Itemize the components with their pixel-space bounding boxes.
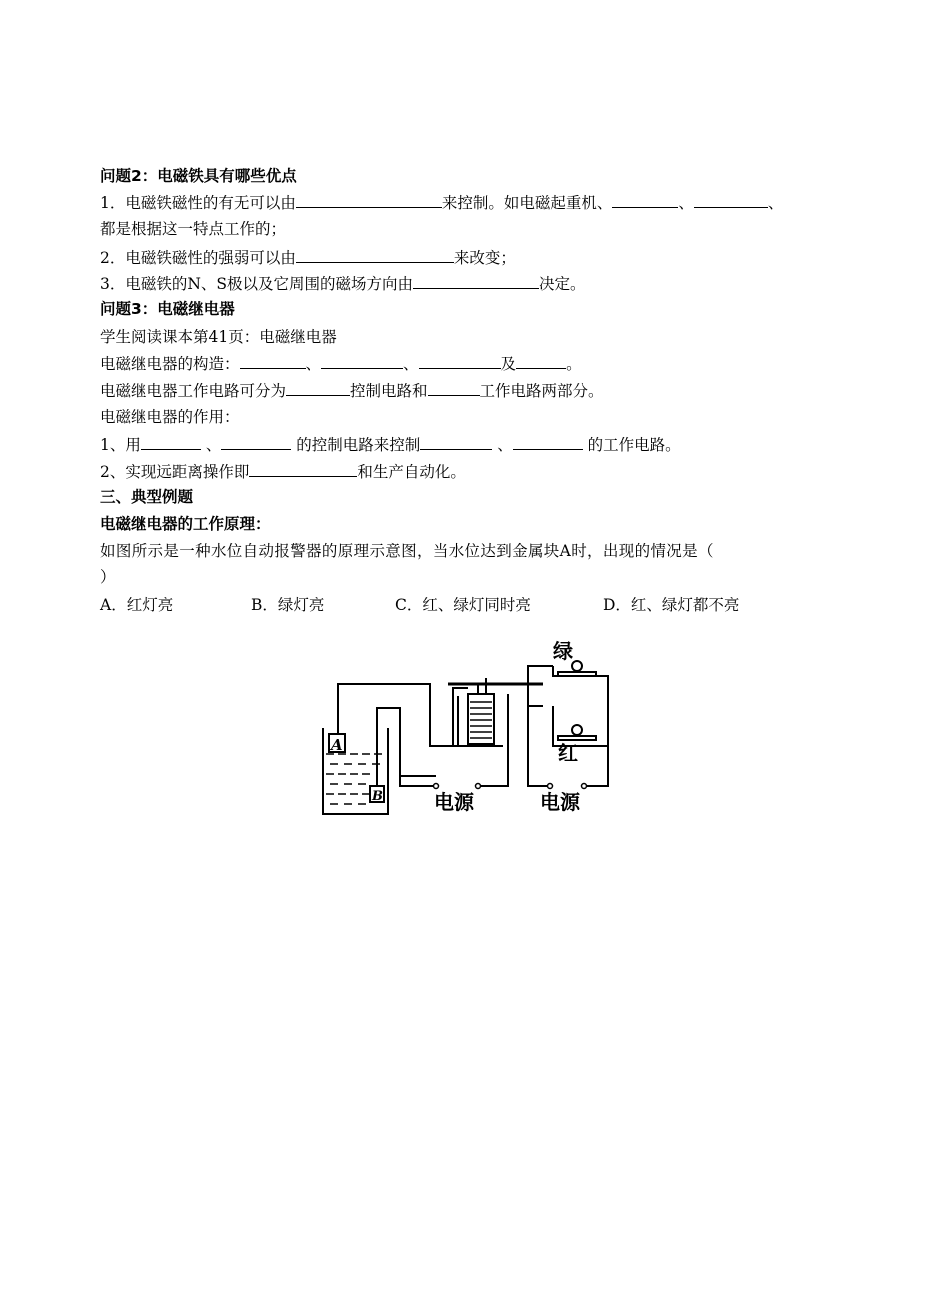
q3-circuit-text3: 工作电路两部分。: [479, 382, 604, 400]
blank[interactable]: [296, 244, 454, 263]
blank[interactable]: [240, 350, 306, 369]
label-green: 绿: [553, 639, 573, 663]
sep: 、: [205, 436, 222, 454]
water-level-alarm-diagram: [318, 636, 618, 821]
example-title: 三、典型例题: [100, 488, 194, 506]
blank[interactable]: [141, 431, 201, 450]
q2-item-1: [100, 189, 783, 216]
q2-item-2-text2: 来改变；: [453, 249, 516, 267]
f1-text3: 的工作电路。: [587, 436, 681, 454]
q3-circuit: [100, 377, 604, 404]
q3-title: 问题3：电磁继电器: [100, 300, 235, 318]
sep: 及: [500, 355, 517, 373]
q2-item-1-text: 1．电磁铁磁性的有无可以由: [100, 194, 296, 212]
f2-text2: 和生产自动化。: [357, 463, 466, 481]
red-lamp: [558, 736, 596, 740]
option-c[interactable]: C．红、绿灯同时亮: [395, 596, 531, 614]
q2-item-2-text: 2．电磁铁磁性的强弱可以由: [100, 249, 296, 267]
q3-function: 电磁继电器的作用：: [100, 408, 240, 426]
q2-item-2: [100, 244, 516, 271]
q3-circuit-text: 电磁继电器工作电路可分为: [100, 382, 287, 400]
green-lamp: [558, 672, 596, 676]
q2-item-3-text: 3．电磁铁的N、S极以及它周围的磁场方向由: [100, 275, 414, 293]
options-row: [100, 592, 800, 618]
blank[interactable]: [419, 350, 501, 369]
q3-function-2: [100, 458, 466, 485]
f2-text: 2、实现远距离操作即: [100, 463, 250, 481]
q2-item-1-text2: 来控制。如电磁起重机、: [441, 194, 613, 212]
q3-circuit-text2: 控制电路和: [350, 382, 428, 400]
blank[interactable]: [221, 431, 291, 450]
blank[interactable]: [249, 458, 357, 477]
q3-structure-text: 电磁继电器的构造：: [100, 355, 240, 373]
q2-item-1-text4: 、: [767, 194, 784, 212]
f1-text2: 的控制电路来控制: [296, 436, 421, 454]
blank[interactable]: [296, 189, 442, 208]
f1-text: 1、用: [100, 436, 141, 454]
q3-function-1: [100, 431, 681, 458]
blank[interactable]: [612, 189, 678, 208]
label-power-right: 电源: [540, 790, 580, 814]
question-line-2: ）: [100, 568, 116, 586]
q2-title: 问题2：电磁铁具有哪些优点: [100, 167, 297, 185]
q2-item-3: [100, 270, 586, 297]
q2-item-1b: 都是根据这一特点工作的；: [100, 220, 287, 238]
blank[interactable]: [286, 377, 350, 396]
sep: 、: [305, 355, 322, 373]
blank[interactable]: [321, 350, 403, 369]
q2-item-3-text2: 决定。: [539, 275, 586, 293]
label-b: B: [372, 789, 383, 804]
sep: 、: [497, 436, 513, 454]
option-d[interactable]: D．红、绿灯都不亮: [603, 596, 740, 614]
blank[interactable]: [513, 431, 583, 450]
blank[interactable]: [413, 270, 539, 289]
principle-title: 电磁继电器的工作原理：: [100, 515, 271, 533]
q3-read: 学生阅读课本第41页：电磁继电器: [100, 328, 337, 346]
blank[interactable]: [428, 377, 480, 396]
label-a: A: [331, 736, 343, 754]
blank[interactable]: [516, 350, 566, 369]
question-line-1: 如图所示是一种水位自动报警器的原理示意图，当水位达到金属块A时，出现的情况是（: [100, 542, 714, 560]
option-a[interactable]: A．红灯亮: [100, 596, 174, 614]
q3-structure: [100, 350, 582, 377]
label-power-left: 电源: [434, 790, 474, 814]
sep: 。: [566, 355, 582, 373]
sep: 、: [403, 355, 419, 373]
q2-item-1-text3: 、: [678, 194, 694, 212]
blank[interactable]: [694, 189, 768, 208]
blank[interactable]: [420, 431, 492, 450]
label-red: 红: [558, 741, 578, 765]
option-b[interactable]: B．绿灯亮: [251, 596, 325, 614]
